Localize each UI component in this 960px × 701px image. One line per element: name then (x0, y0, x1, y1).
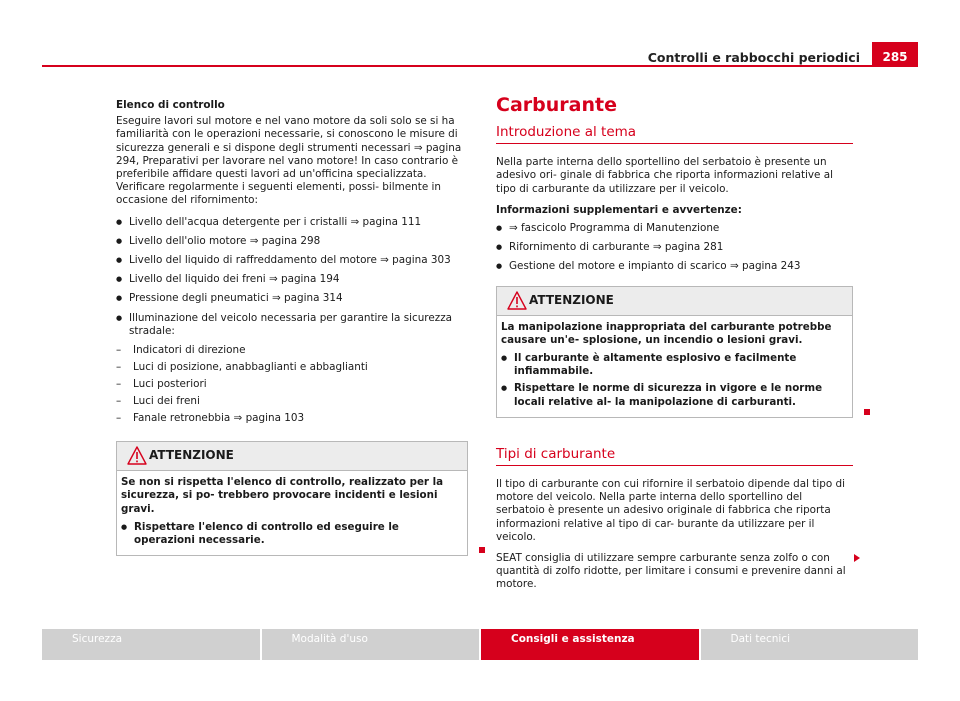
tab-modalita-uso[interactable]: Modalità d'uso (262, 629, 480, 660)
page-header (42, 42, 918, 66)
warning-title: ATTENZIONE (149, 448, 234, 463)
warning-bullets (501, 352, 848, 409)
list-item: ● Rifornimento di carburante ⇒ pagina 281 (496, 241, 853, 254)
section-title: Carburante (496, 94, 617, 116)
tab-sicurezza[interactable]: Sicurezza (42, 629, 260, 660)
types-paragraph-1: Il tipo di carburante con cui rifornire il serbatoio dipende dal tipo di motore del veicolo. Nella parte interna dello sportellino del serbatoio è presente un adesivo originale di fabbrica che riporta informazioni relative al tipo di car- burante da utilizzare per il veicolo. (496, 478, 845, 543)
tab-dati-tecnici[interactable]: Dati tecnici (701, 629, 919, 660)
left-column (116, 99, 468, 556)
warning-body (117, 471, 467, 555)
checklist-heading: Elenco di controllo (116, 99, 225, 111)
intro-text: Nella parte interna dello sportellino del serbatoio è presente un adesivo ori- ginale di fabbrica che riporta informazioni relative al tipo di carburante da utilizzare per il veicolo. (496, 156, 834, 195)
warning-text: La manipolazione inappropriata del carburante potrebbe causare un'e- splosione, un incendio o lesioni gravi. (501, 320, 832, 346)
list-item: ● Il carburante è altamente esplosivo e facilmente infiammabile. (501, 352, 848, 378)
lights-list (116, 344, 468, 425)
list-item: ● Illuminazione del veicolo necessaria per garantire la sicurezza stradale: (116, 312, 468, 338)
page-number: 285 (872, 42, 918, 66)
warning-box (496, 286, 853, 418)
checklist-intro: Eseguire lavori sul motore e nel vano motore da soli solo se si ha familiarità con le operazioni necessarie, si conoscono le misure di sicurezza generali e si dispone degli strumenti necessari ⇒ pagina 294, Preparativi per lavorare nel vano motore! In caso contrario è preferibile affidare questi lavori ad un'officina specializzata. Verificare regolarmente i seguenti elementi, possi- bilmente in occasione del rifornimento: (116, 115, 462, 207)
list-item: – Luci dei freni (116, 395, 468, 408)
warning-text: Se non si rispetta l'elenco di controllo, realizzato per la sicurezza, si po- trebbero provocare incidenti e lesioni gravi. (121, 476, 444, 515)
list-item: ● Livello dell'olio motore ⇒ pagina 298 (116, 235, 468, 248)
types-paragraph-2: SEAT consiglia di utilizzare sempre carburante senza zolfo o con quantità di zolfo ridotte, per limitare i consumi e prevenire danni al motore. (496, 552, 846, 591)
list-item: ● Livello dell'acqua detergente per i cristalli ⇒ pagina 111 (116, 216, 468, 229)
chapter-title: Controlli e rabbocchi periodici (647, 50, 860, 65)
right-column (496, 94, 853, 600)
warning-box (116, 441, 468, 556)
info-heading: Informazioni supplementari e avvertenze: (496, 203, 742, 216)
list-item: ● Livello del liquido di raffreddamento del motore ⇒ pagina 303 (116, 254, 468, 267)
warning-header (117, 442, 467, 471)
warning-triangle-icon (507, 291, 527, 310)
subsection-title-intro: Introduzione al tema (496, 126, 853, 144)
list-item: – Luci di posizione, anabbaglianti e abbaglianti (116, 361, 468, 374)
tab-consigli-assistenza[interactable]: Consigli e assistenza (481, 629, 699, 660)
subsection-title-types: Tipi di carburante (496, 448, 853, 466)
warning-header (497, 287, 852, 316)
checklist-bullets (116, 216, 468, 338)
list-item: – Luci posteriori (116, 378, 468, 391)
list-item: ● ⇒ fascicolo Programma di Manutenzione (496, 222, 853, 235)
list-item: ● Rispettare l'elenco di controllo ed eseguire le operazioni necessarie. (121, 521, 463, 547)
header-rule (42, 65, 918, 67)
warning-triangle-icon (127, 446, 147, 465)
warning-bullets (121, 521, 463, 547)
warning-body (497, 316, 852, 417)
footer-nav (42, 629, 918, 660)
list-item: – Fanale retronebbia ⇒ pagina 103 (116, 412, 468, 425)
end-of-section-marker (864, 409, 870, 415)
list-item: ● Livello del liquido dei freni ⇒ pagina 194 (116, 273, 468, 286)
info-bullets (496, 222, 853, 274)
list-item: ● Rispettare le norme di sicurezza in vigore e le norme locali relative al- la manipolazione di carburanti. (501, 382, 848, 408)
list-item: ● Gestione del motore e impianto di scarico ⇒ pagina 243 (496, 260, 853, 273)
list-item: – Indicatori di direzione (116, 344, 468, 357)
end-of-section-marker (479, 547, 485, 553)
warning-title: ATTENZIONE (529, 292, 614, 307)
list-item: ● Pressione degli pneumatici ⇒ pagina 314 (116, 292, 468, 305)
continue-arrow-icon (854, 554, 860, 562)
